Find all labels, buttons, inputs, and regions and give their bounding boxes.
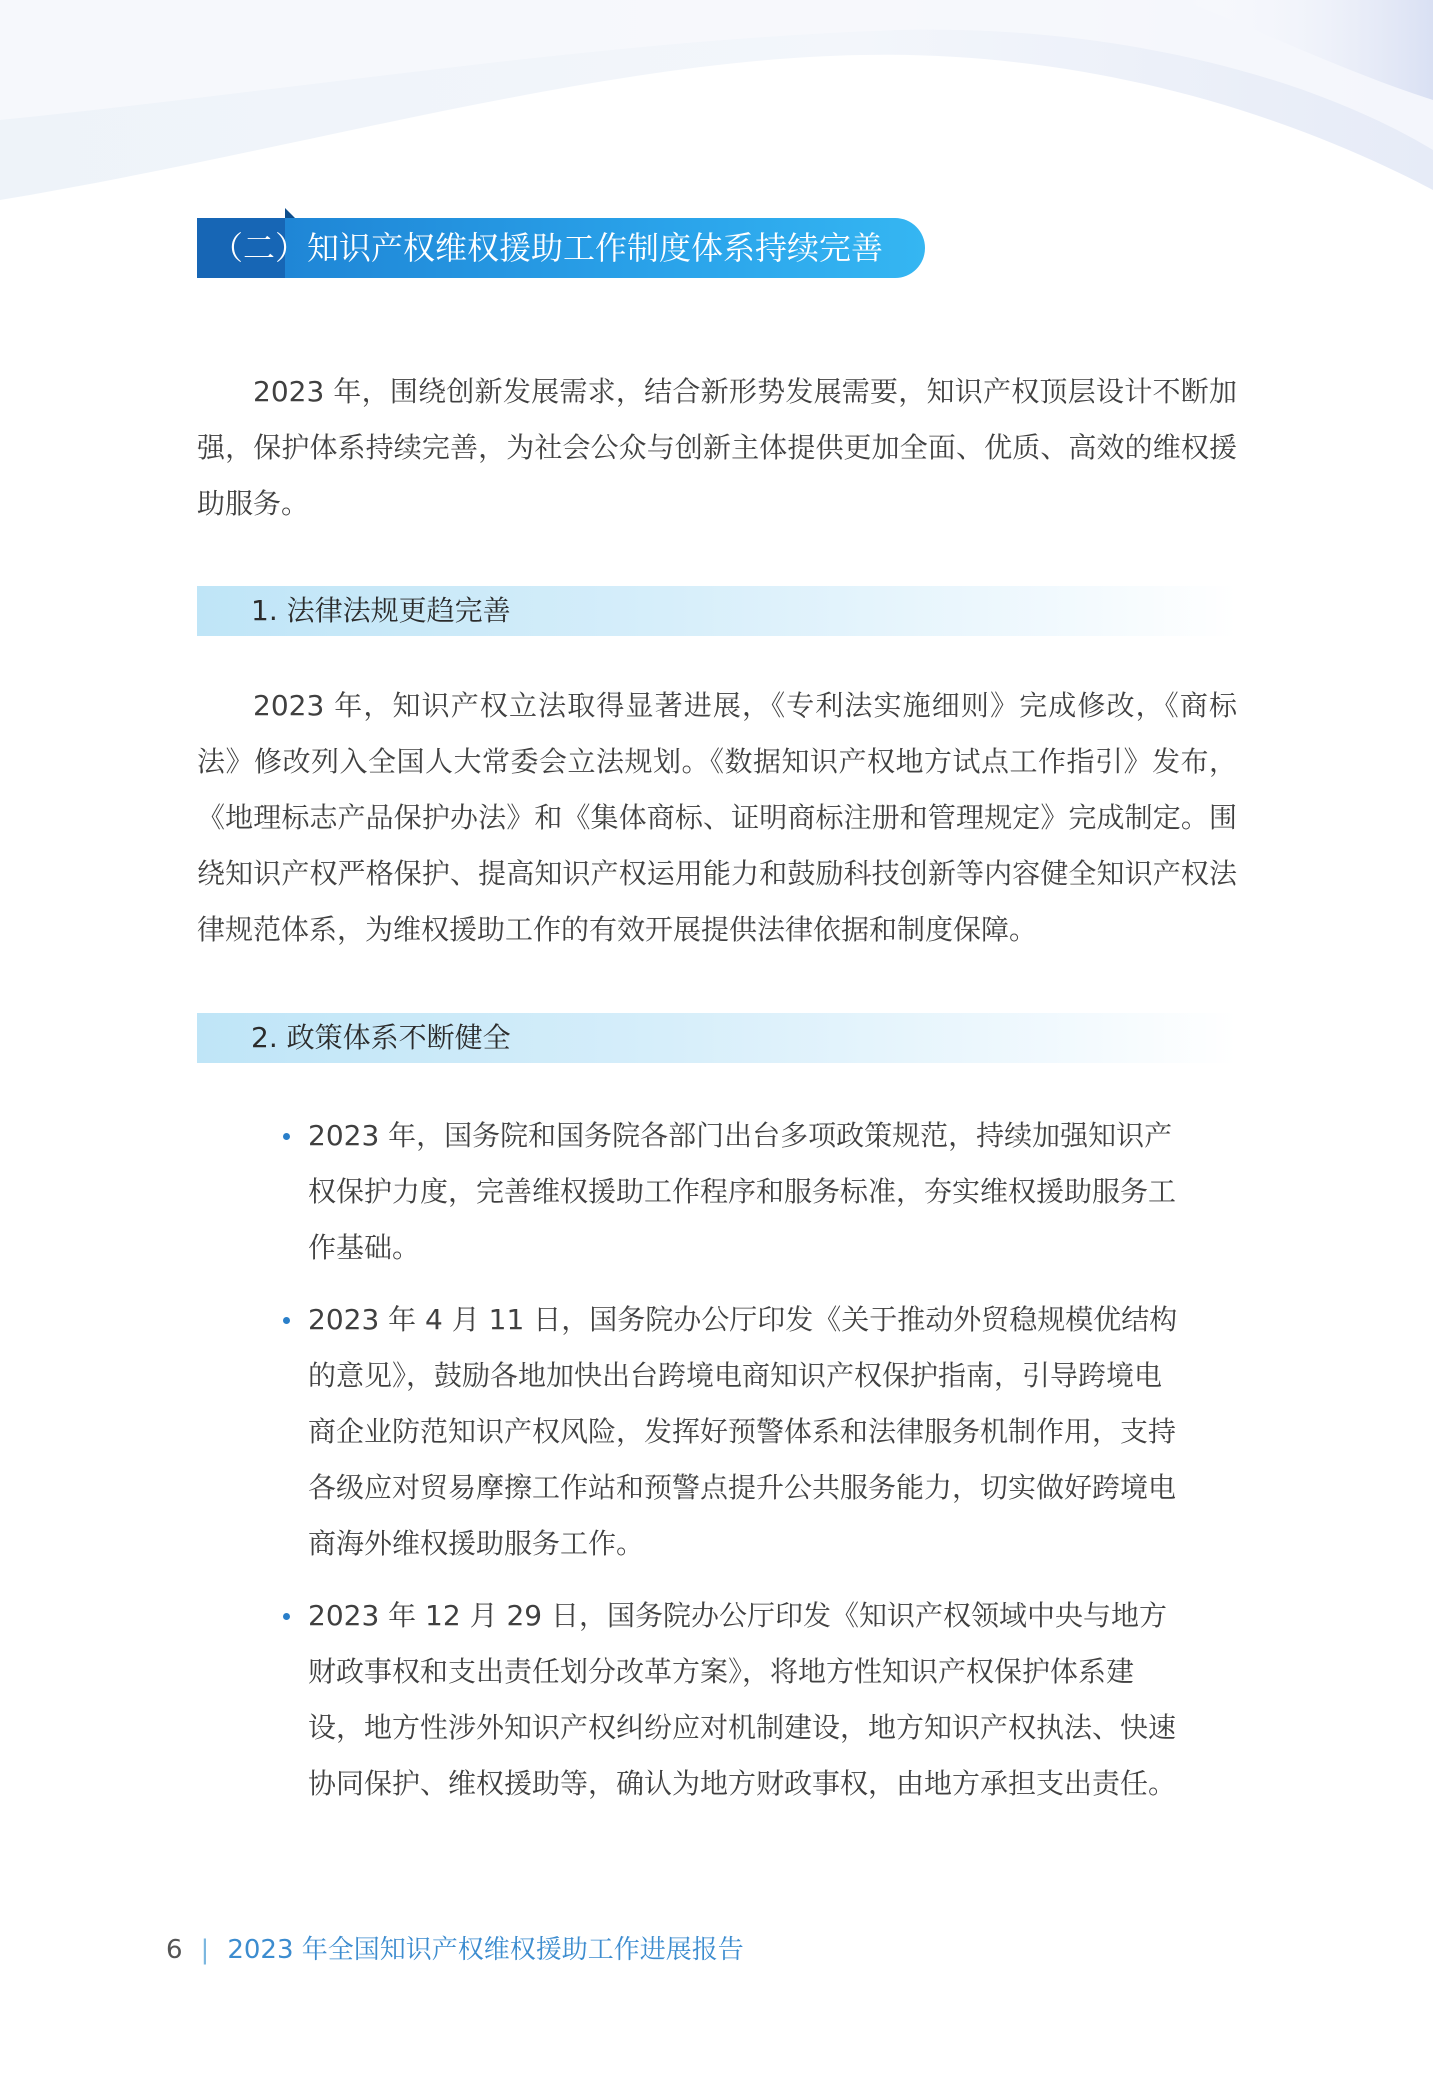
subheading-laws (197, 586, 1237, 636)
list-item-text: 2023 年 12 月 29 日，国务院办公厅印发《知识产权领域中央与地方财政事权和支出责任划分改革方案》，将地方性知识产权保护体系建设，地方性涉外知识产权纠纷应对机制建设，地方知识产权执法、快速协同保护、维权援助等，确认为地方财政事权，由地方承担支出责任。 (308, 1599, 1177, 1800)
section-header (197, 218, 927, 278)
bullet-dot-icon (283, 1613, 290, 1620)
subheading-policy (197, 1013, 1237, 1063)
list-item (280, 1292, 1180, 1572)
laws-paragraph: 2023 年，知识产权立法取得显著进展，《专利法实施细则》完成修改，《商标法》修改列入全国人大常委会立法规划。《数据知识产权地方试点工作指引》发布，《地理标志产品保护办法》和《集体商标、证明商标注册和管理规定》完成制定。围绕知识产权严格保护、提高知识产权运用能力和鼓励科技创新等内容健全知识产权法律规范体系，为维权援助工作的有效开展提供法律依据和制度保障。 (197, 689, 1237, 946)
section-title: （二）知识产权维权援助工作制度体系持续完善 (211, 229, 884, 267)
subheading-policy-title: 2. 政策体系不断健全 (251, 1021, 511, 1054)
footer-report-title: 2023 年全国知识产权维权援助工作进展报告 (227, 1935, 744, 1965)
page-number: 6 (166, 1935, 183, 1965)
policy-bullet-list (280, 1108, 1180, 1828)
page-footer (166, 1932, 744, 1968)
section-header-notch (285, 208, 295, 218)
footer-separator: | (200, 1935, 210, 1965)
list-item-text: 2023 年 4 月 11 日，国务院办公厅印发《关于推动外贸稳规模优结构的意见》，鼓励各地加快出台跨境电商知识产权保护指南，引导跨境电商企业防范知识产权风险，发挥好预警体系和法律服务机制作用，支持各级应对贸易摩擦工作站和预警点提升公共服务能力，切实做好跨境电商海外维权援助服务工作。 (308, 1303, 1178, 1560)
header-wave-decoration (0, 0, 1433, 230)
list-item-text: 2023 年，国务院和国务院各部门出台多项政策规范，持续加强知识产权保护力度，完善维权援助工作程序和服务标准，夯实维权援助服务工作基础。 (308, 1119, 1177, 1264)
list-item (280, 1588, 1180, 1812)
bullet-dot-icon (283, 1317, 290, 1324)
bullet-dot-icon (283, 1133, 290, 1140)
intro-paragraph: 2023 年，围绕创新发展需求，结合新形势发展需要，知识产权顶层设计不断加强，保护体系持续完善，为社会公众与创新主体提供更加全面、优质、高效的维权援助服务。 (197, 375, 1237, 520)
subheading-laws-title: 1. 法律法规更趋完善 (251, 594, 511, 627)
list-item (280, 1108, 1180, 1276)
